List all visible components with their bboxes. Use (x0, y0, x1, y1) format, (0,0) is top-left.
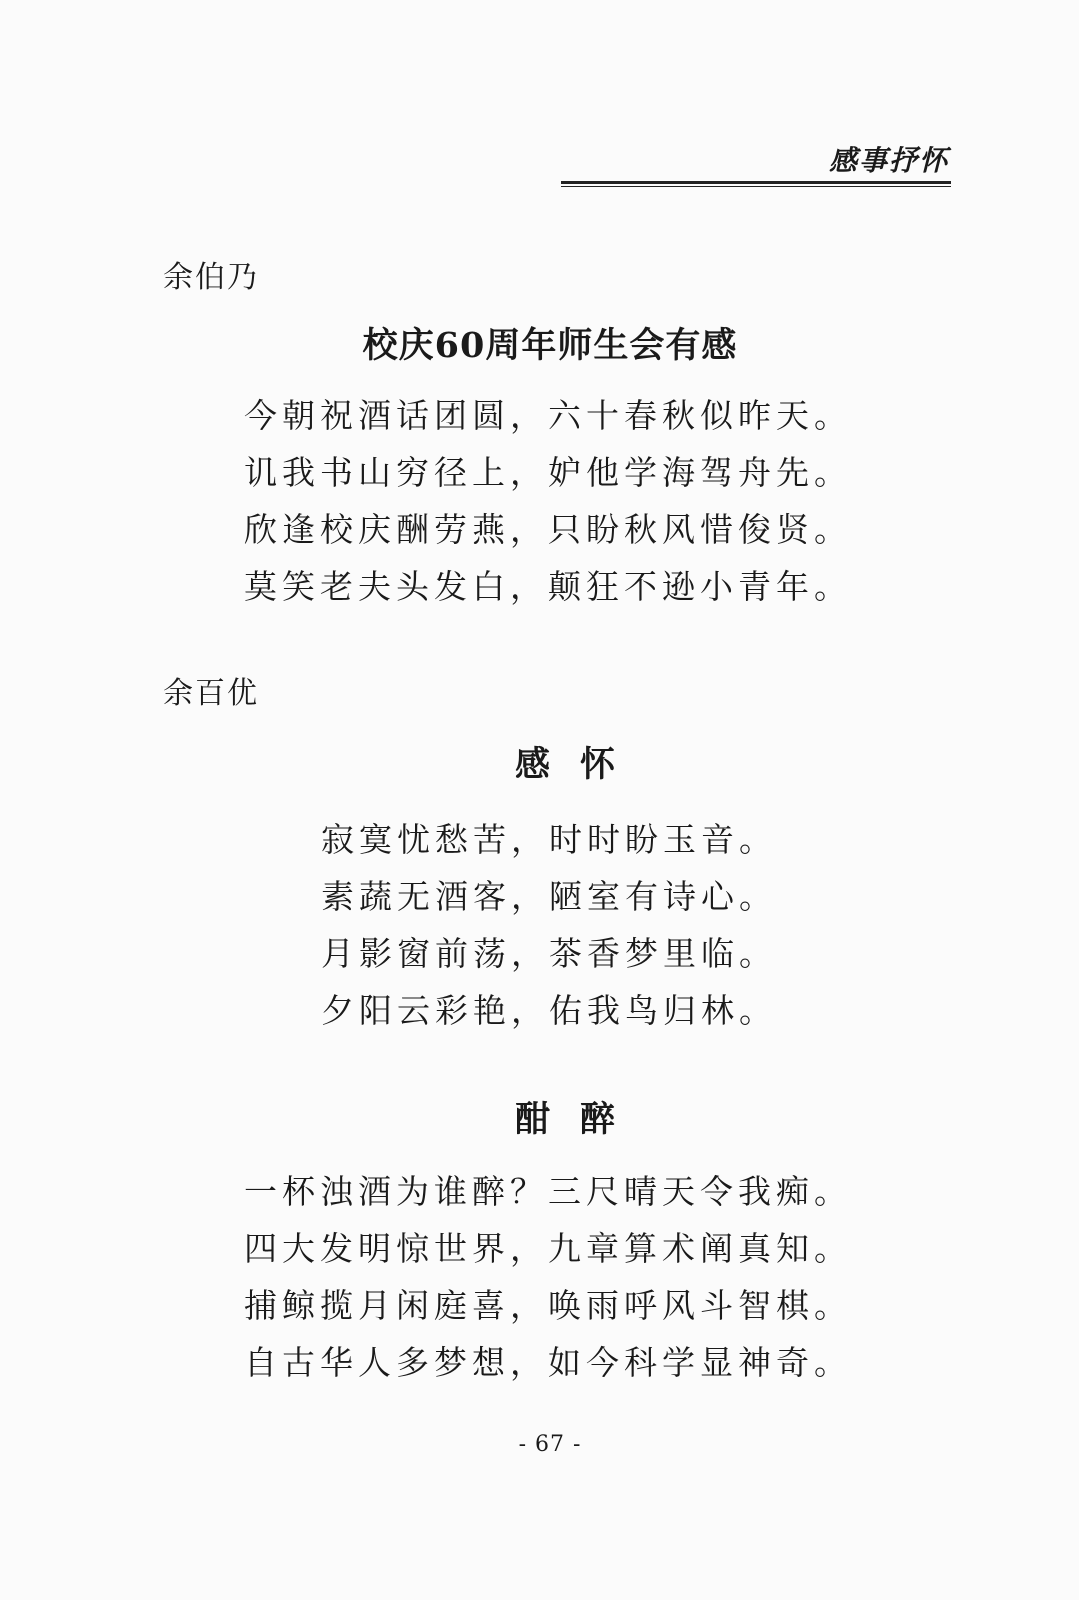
poem-line: 捕鲸揽月闲庭喜，唤雨呼风斗智棋。 (244, 1286, 852, 1325)
poem-line: 寂寞忧愁苦，时时盼玉音。 (321, 820, 777, 859)
poem-body (244, 387, 852, 615)
poem-title: 校庆60周年师生会有感 (362, 325, 738, 366)
poem-author: 余伯乃 (163, 260, 259, 295)
poem-title: 感怀 (514, 744, 645, 785)
poem-line: 月影窗前荡，茶香梦里临。 (321, 934, 777, 973)
poem-body (244, 1163, 852, 1391)
poem-author: 余百优 (163, 676, 259, 711)
poem-line: 夕阳云彩艳，佑我鸟归林。 (321, 991, 777, 1030)
poem-line: 一杯浊酒为谁醉？三尺晴天令我痴。 (244, 1172, 852, 1211)
poem-line: 四大发明惊世界，九章算术阐真知。 (244, 1229, 852, 1268)
section-title: 感事抒怀 (828, 144, 949, 177)
poem-line: 讥我书山穷径上，妒他学海驾舟先。 (244, 453, 852, 492)
poem-line: 欣逢校庆酬劳燕，只盼秋风惜俊贤。 (244, 510, 852, 549)
poem-line: 自古华人多梦想，如今科学显神奇。 (244, 1343, 852, 1382)
running-header (561, 143, 951, 187)
poem-title: 酣醉 (514, 1099, 645, 1140)
page-number: - 67 - (518, 1432, 582, 1457)
poem-body (321, 811, 777, 1039)
poem-line: 今朝祝酒话团圆，六十春秋似昨天。 (244, 396, 852, 435)
poem-line: 莫笑老夫头发白，颠狂不逊小青年。 (244, 567, 852, 606)
header-rule (561, 181, 951, 184)
header-rule-thin (561, 186, 951, 187)
poem-line: 素蔬无酒客，陋室有诗心。 (321, 877, 777, 916)
